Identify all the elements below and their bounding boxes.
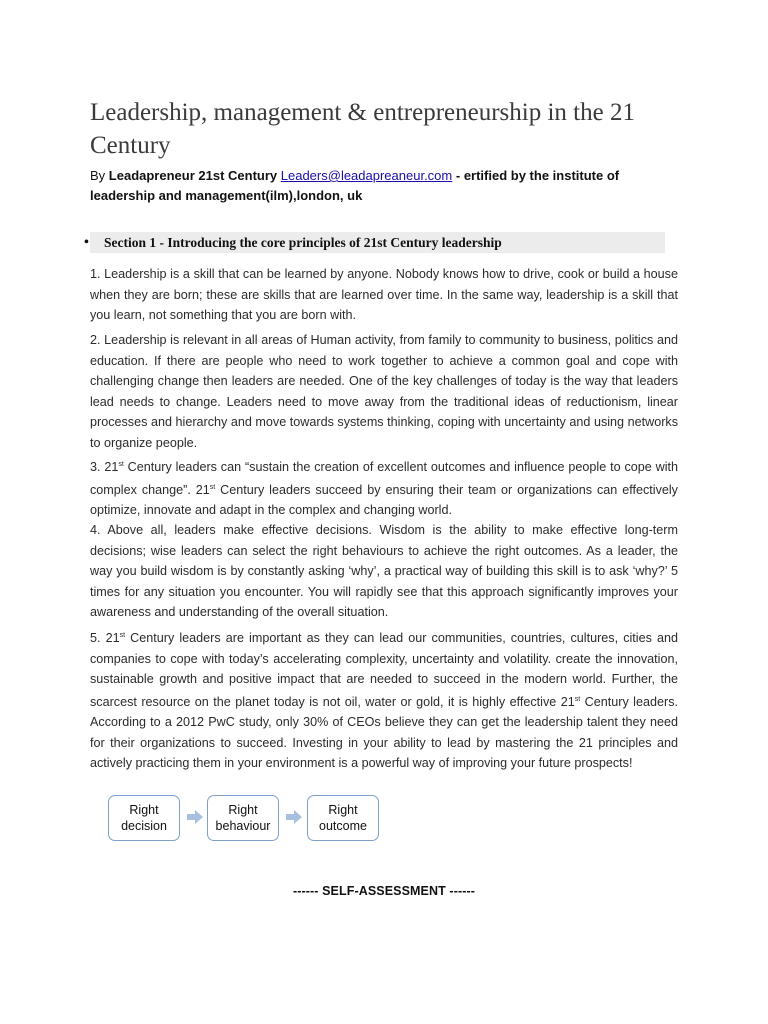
p3-sup-2: st bbox=[209, 483, 216, 491]
p5-text-c: Century leaders. According to a 2012 PwC study, only 30% of CEOs believe they can get the leadership talent they need for their organizations to succeed. Investing in your ability to lead by mastering the 21 principles and actively practicing them in your environment is a powerful way of improving your future prospects! bbox=[90, 694, 678, 770]
section-heading: Section 1 - Introducing the core principles of 21st Century leadership bbox=[104, 235, 502, 250]
paragraph-2: 2. Leadership is relevant in all areas of Human activity, from family to community to business, politics and education. If there are people who need to work together to achieve a common goal and cope with challenging change then leaders are needed. One of the key challenges of today is the way that leaders lead needs to change. Leaders need to move away from the traditional ideas of reductionism, linear processes and hierarchy and move towards systems thinking, coping with uncertainty and using networks to organize people. bbox=[90, 333, 678, 450]
p5-text-b: Century leaders are important as they can lead our communities, countries, cultures, cities and companies to cope with today’s accelerating complexity, uncertainty and volatility. create the innovation, sustainable growth and positive impact that are needed to succeed in the modern world. Further, the scarcest resource on the planet today is not oil, water or gold, it is highly effective 21 bbox=[90, 631, 678, 709]
p3-text-b: Century leaders can “sustain the creation of excellent outcomes and influence people to cope with complex change”. 21 bbox=[90, 460, 679, 497]
p5-text-a: 5. 21 bbox=[90, 631, 120, 645]
paragraph-1: 1. Leadership is a skill that can be learned by anyone. Nobody knows how to drive, cook or build a house when they are born; these are skills that are learned over time. In the same way, leadership is a skill that you learn, not something that you are born with. bbox=[90, 267, 678, 322]
byline bbox=[90, 166, 650, 206]
flow-box-2-line-2: behaviour bbox=[215, 819, 271, 833]
byline-prefix: By bbox=[90, 168, 109, 183]
flow-box-right-outcome bbox=[307, 795, 379, 841]
paragraph-5 bbox=[90, 626, 678, 774]
flow-box-1-line-2: decision bbox=[121, 819, 167, 833]
arrow-right-icon bbox=[286, 810, 302, 824]
bullet-icon: • bbox=[84, 235, 89, 250]
self-assessment-heading: ------ SELF-ASSESSMENT ------ bbox=[292, 884, 476, 898]
paragraph-4: 4. Above all, leaders make effective decisions. Wisdom is the ability to make effective long-term decisions; wise leaders can select the right behaviours to achieve the right outcomes. As a leader, the way you build wisdom is by constantly asking ‘why’, a practical way of building this skill is to ask ‘why?’ 5 times for any situation you encounter. You will rapidly see that this approach significantly improves your awareness and understanding of the overall situation. bbox=[90, 523, 678, 619]
paragraph-3 bbox=[90, 455, 678, 521]
flow-box-2-line-1: Right bbox=[228, 803, 258, 817]
p3-text-a: 3. 21 bbox=[90, 460, 119, 474]
decision-flow-diagram bbox=[108, 795, 398, 845]
flow-box-right-decision bbox=[108, 795, 180, 841]
section-heading-bar bbox=[84, 232, 665, 253]
p3-text-c: Century leaders succeed by ensuring their team or organizations can effectively optimize, innovate and adapt in the complex and changing world. bbox=[90, 482, 678, 517]
p5-sup-2: st bbox=[574, 695, 581, 703]
byline-certification: ertified by the institute of leadership and management(ilm),london, uk bbox=[90, 168, 620, 203]
flow-box-right-behaviour bbox=[207, 795, 279, 841]
email-link[interactable]: Leaders@leadapreaneur.com bbox=[280, 168, 453, 183]
p3-sup-1: st bbox=[118, 461, 124, 468]
flow-box-3-line-2: outcome bbox=[319, 819, 367, 833]
byline-author: Leadapreneur 21st Century bbox=[108, 168, 278, 183]
byline-separator: - bbox=[452, 168, 464, 183]
document-title: Leadership, management & entrepreneurship in the 21 Century bbox=[90, 99, 635, 159]
arrow-right-icon bbox=[187, 810, 203, 824]
flow-box-3-line-1: Right bbox=[328, 803, 358, 817]
flow-box-1-line-1: Right bbox=[129, 803, 159, 817]
p5-sup-1: st bbox=[119, 632, 126, 639]
